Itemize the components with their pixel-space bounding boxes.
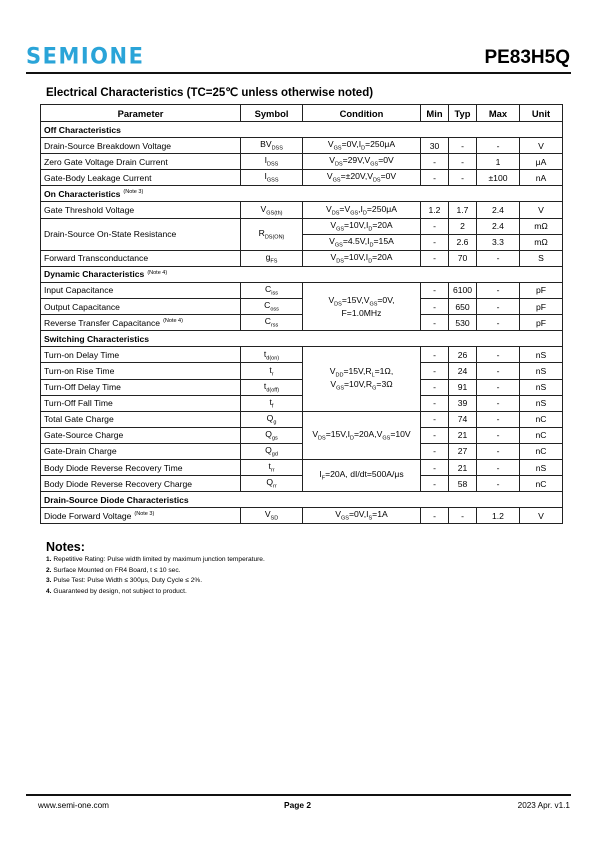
unit-cell: nS xyxy=(520,395,563,411)
min-cell: - xyxy=(421,347,449,363)
min-cell: - xyxy=(421,218,449,234)
max-cell: - xyxy=(477,427,520,443)
note-item: 2. Surface Mounted on FR4 Board, t ≤ 10 sec. xyxy=(46,566,181,574)
min-cell: - xyxy=(421,459,449,475)
table-row xyxy=(41,379,563,395)
unit-cell: mΩ xyxy=(520,218,563,234)
typ-cell: 39 xyxy=(449,395,477,411)
min-cell: - xyxy=(421,234,449,250)
typ-cell: - xyxy=(449,170,477,186)
symbol-cell: $C_{oss}$ xyxy=(241,299,303,315)
symbol-cell: $t_{rr}$ xyxy=(241,459,303,475)
parameter-cell: Gate Threshold Voltage xyxy=(41,202,241,218)
header-min: Min xyxy=(421,105,449,122)
typ-cell: 530 xyxy=(449,315,477,331)
table-row xyxy=(41,202,563,218)
symbol-cell: $t_f$ xyxy=(241,395,303,411)
unit-cell: V xyxy=(520,138,563,154)
parameter-cell: Turn-on Delay Time xyxy=(41,347,241,363)
table-row xyxy=(41,250,563,266)
typ-cell: - xyxy=(449,154,477,170)
footer-website: www.semi-one.com xyxy=(38,801,109,810)
typ-cell: 24 xyxy=(449,363,477,379)
condition-cell: $V_{GS}=4.5V,I_D=15A$ xyxy=(303,234,421,250)
condition-cell: $V_{DS}=15V,I_D=20A,V_{GS}=10V$ xyxy=(303,411,421,459)
section-diode-title: Drain-Source Diode Characteristics xyxy=(41,492,563,508)
table-row xyxy=(41,508,563,524)
section-row xyxy=(41,266,563,282)
header-max: Max xyxy=(477,105,520,122)
min-cell: - xyxy=(421,379,449,395)
section-row xyxy=(41,186,563,202)
symbol-cell: $V_{GS(th)}$ xyxy=(241,202,303,218)
parameter-cell: Body Diode Reverse Recovery Charge xyxy=(41,476,241,492)
unit-cell: S xyxy=(520,250,563,266)
notes-title: Notes: xyxy=(46,540,85,554)
section-title: Electrical Characteristics (TC=25℃ unless otherwise noted) xyxy=(46,87,374,99)
note-item: 1. Repetitive Rating: Pulse width limited by maximum junction temperature. xyxy=(46,556,265,563)
min-cell: - xyxy=(421,250,449,266)
symbol-cell: $g_{FS}$ xyxy=(241,250,303,266)
max-cell: - xyxy=(477,459,520,475)
note-item: 3. Pulse Test: Pulse Width ≤ 300μs, Duty Cycle ≤ 2%. xyxy=(46,577,203,584)
condition-cell: $V_{GS}=0V,I_S=1A$ xyxy=(303,508,421,524)
table-row xyxy=(41,282,563,298)
parameter-cell: Gate-Body Leakage Current xyxy=(41,170,241,186)
symbol-cell: $t_r$ xyxy=(241,363,303,379)
min-cell: - xyxy=(421,427,449,443)
max-cell: - xyxy=(477,299,520,315)
symbol-cell: $t_{d(on)}$ xyxy=(241,347,303,363)
parameter-cell: Drain-Source On-State Resistance xyxy=(41,218,241,250)
min-cell: - xyxy=(421,476,449,492)
min-cell: - xyxy=(421,315,449,331)
max-cell: - xyxy=(477,250,520,266)
symbol-cell: $I_{DSS}$ xyxy=(241,154,303,170)
parameter-cell: Zero Gate Voltage Drain Current xyxy=(41,154,241,170)
typ-cell: 1.7 xyxy=(449,202,477,218)
table-row xyxy=(41,363,563,379)
min-cell: 30 xyxy=(421,138,449,154)
condition-cell: $V_{GS}=\pm 20V,V_{DS}=0V$ xyxy=(303,170,421,186)
min-cell: 1.2 xyxy=(421,202,449,218)
symbol-cell: $Q_{rr}$ xyxy=(241,476,303,492)
table-row xyxy=(41,443,563,459)
typ-cell: - xyxy=(449,508,477,524)
unit-cell: nC xyxy=(520,411,563,427)
parameter-cell: Forward Transconductance xyxy=(41,250,241,266)
unit-cell: nS xyxy=(520,347,563,363)
notes-list xyxy=(46,555,265,597)
section-row xyxy=(41,331,563,347)
typ-cell: 27 xyxy=(449,443,477,459)
footer-version: 2023 Apr. v1.1 xyxy=(517,801,570,810)
typ-cell: 70 xyxy=(449,250,477,266)
typ-cell: 26 xyxy=(449,347,477,363)
min-cell: - xyxy=(421,363,449,379)
unit-cell: nS xyxy=(520,363,563,379)
table-row xyxy=(41,347,563,363)
condition-cell: $I_F=20A$, dI/dt=500A/μs xyxy=(303,459,421,491)
unit-cell: nS xyxy=(520,459,563,475)
section-dynamic-title: Dynamic Characteristics $^{(Note 4)}$ xyxy=(41,266,563,282)
min-cell: - xyxy=(421,299,449,315)
typ-cell: 6100 xyxy=(449,282,477,298)
symbol-cell: $I_{GSS}$ xyxy=(241,170,303,186)
condition-cell: $V_{DD}=15V,R_L=1\Omega$, $V_{GS}=10V,R_G=3\Omega$ xyxy=(303,347,421,411)
section-row xyxy=(41,492,563,508)
unit-cell: mΩ xyxy=(520,234,563,250)
unit-cell: pF xyxy=(520,299,563,315)
parameter-cell: Body Diode Reverse Recovery Time xyxy=(41,459,241,475)
condition-cell: $V_{GS}=0V,I_D=250\mu A$ xyxy=(303,138,421,154)
max-cell: - xyxy=(477,315,520,331)
parameter-cell: Reverse Transfer Capacitance $^{(Note 4)}$ xyxy=(41,315,241,331)
section-on-title: On Characteristics $^{(Note 3)}$ xyxy=(41,186,563,202)
parameter-cell: Diode Forward Voltage $^{(Note 3)}$ xyxy=(41,508,241,524)
typ-cell: 58 xyxy=(449,476,477,492)
symbol-cell: $R_{DS(ON)}$ xyxy=(241,218,303,250)
parameter-cell: Drain-Source Breakdown Voltage xyxy=(41,138,241,154)
symbol-cell: $C_{iss}$ xyxy=(241,282,303,298)
unit-cell: pF xyxy=(520,315,563,331)
part-number: PE83H5Q xyxy=(484,47,570,68)
table-row xyxy=(41,218,563,234)
max-cell: - xyxy=(477,395,520,411)
note-item: 4. Guaranteed by design, not subject to product. xyxy=(46,587,187,595)
unit-cell: pF xyxy=(520,282,563,298)
max-cell: - xyxy=(477,379,520,395)
footer-page-number: Page 2 xyxy=(283,800,311,810)
max-cell: - xyxy=(477,138,520,154)
typ-cell: 91 xyxy=(449,379,477,395)
min-cell: - xyxy=(421,508,449,524)
header-typ: Typ xyxy=(449,105,477,122)
parameter-cell: Gate-Source Charge xyxy=(41,427,241,443)
symbol-cell: $V_{SD}$ xyxy=(241,508,303,524)
symbol-cell: $BV_{DSS}$ xyxy=(241,138,303,154)
table-row xyxy=(41,411,563,427)
table-header-row xyxy=(41,105,563,122)
unit-cell: V xyxy=(520,508,563,524)
max-cell: 3.3 xyxy=(477,234,520,250)
min-cell: - xyxy=(421,170,449,186)
max-cell: - xyxy=(477,443,520,459)
parameter-cell: Total Gate Charge xyxy=(41,411,241,427)
unit-cell: nS xyxy=(520,379,563,395)
condition-cell: $V_{DS}=15V,V_{GS}=0V$, F=1.0MHz xyxy=(303,282,421,330)
max-cell: - xyxy=(477,282,520,298)
table-row xyxy=(41,170,563,186)
parameter-cell: Turn-on Rise Time xyxy=(41,363,241,379)
symbol-cell: $C_{rss}$ xyxy=(241,315,303,331)
parameter-cell: Gate-Drain Charge xyxy=(41,443,241,459)
header-symbol: Symbol xyxy=(241,105,303,122)
min-cell: - xyxy=(421,154,449,170)
unit-cell: nA xyxy=(520,170,563,186)
table-row xyxy=(41,138,563,154)
max-cell: 1.2 xyxy=(477,508,520,524)
unit-cell: V xyxy=(520,202,563,218)
parameter-cell: Turn-Off Delay Time xyxy=(41,379,241,395)
electrical-characteristics-table xyxy=(40,104,563,524)
header-unit: Unit xyxy=(520,105,563,122)
max-cell: - xyxy=(477,411,520,427)
header-condition: Condition xyxy=(303,105,421,122)
max-cell: - xyxy=(477,476,520,492)
parameter-cell: Input Capacitance xyxy=(41,282,241,298)
min-cell: - xyxy=(421,443,449,459)
symbol-cell: $Q_{gs}$ xyxy=(241,427,303,443)
table-row xyxy=(41,427,563,443)
logo-text: SEMIONE xyxy=(26,43,145,69)
unit-cell: nC xyxy=(520,427,563,443)
parameter-cell: Turn-Off Fall Time xyxy=(41,395,241,411)
section-off-title: Off Characteristics xyxy=(41,122,563,138)
unit-cell: nC xyxy=(520,476,563,492)
table-row xyxy=(41,315,563,331)
section-switching-title: Switching Characteristics xyxy=(41,331,563,347)
min-cell: - xyxy=(421,282,449,298)
parameter-cell: Output Capacitance xyxy=(41,299,241,315)
table-row xyxy=(41,476,563,492)
max-cell: - xyxy=(477,363,520,379)
typ-cell: 650 xyxy=(449,299,477,315)
unit-cell: nC xyxy=(520,443,563,459)
header-divider xyxy=(26,72,571,74)
table-row xyxy=(41,395,563,411)
table-row xyxy=(41,299,563,315)
footer-divider xyxy=(26,794,571,796)
max-cell: 1 xyxy=(477,154,520,170)
typ-cell: 74 xyxy=(449,411,477,427)
typ-cell: 2 xyxy=(449,218,477,234)
typ-cell: 21 xyxy=(449,459,477,475)
symbol-cell: $Q_{gd}$ xyxy=(241,443,303,459)
max-cell: ±100 xyxy=(477,170,520,186)
symbol-cell: $t_{d(off)}$ xyxy=(241,379,303,395)
condition-cell: $V_{DS}=29V,V_{GS}=0V$ xyxy=(303,154,421,170)
typ-cell: - xyxy=(449,138,477,154)
typ-cell: 2.6 xyxy=(449,234,477,250)
min-cell: - xyxy=(421,395,449,411)
header-parameter: Parameter xyxy=(41,105,241,122)
unit-cell: μA xyxy=(520,154,563,170)
max-cell: 2.4 xyxy=(477,202,520,218)
typ-cell: 21 xyxy=(449,427,477,443)
max-cell: - xyxy=(477,347,520,363)
table-row xyxy=(41,459,563,475)
table-row xyxy=(41,154,563,170)
condition-cell: $V_{DS}=V_{GS},I_D=250\mu A$ xyxy=(303,202,421,218)
condition-cell: $V_{GS}=10V,I_D=20A$ xyxy=(303,218,421,234)
condition-cell: $V_{DS}=10V,I_D=20A$ xyxy=(303,250,421,266)
max-cell: 2.4 xyxy=(477,218,520,234)
symbol-cell: $Q_g$ xyxy=(241,411,303,427)
section-row xyxy=(41,122,563,138)
company-logo xyxy=(26,43,144,69)
min-cell: - xyxy=(421,411,449,427)
